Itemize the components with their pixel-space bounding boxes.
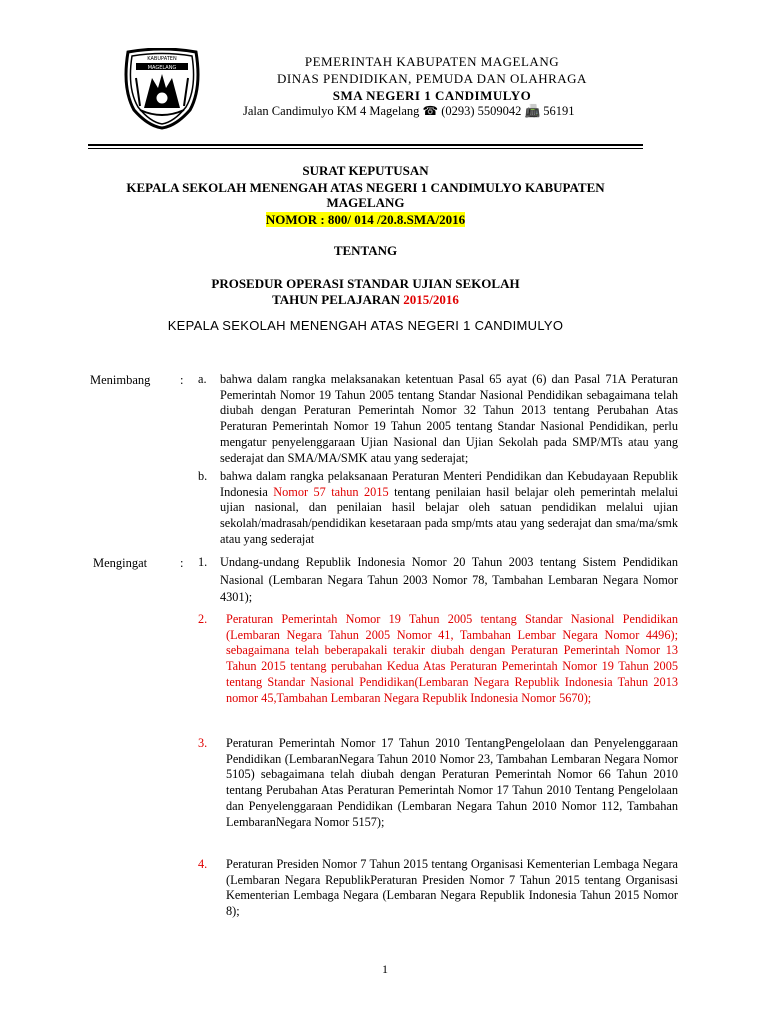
title-issuer-line1: KEPALA SEKOLAH MENENGAH ATAS NEGERI 1 CANDIMULYO KABUPATEN xyxy=(126,180,605,195)
mengingat-item-2 xyxy=(198,612,678,706)
decree-number-highlight: NOMOR : 800/ 014 /20.8.SMA/2016 xyxy=(265,212,466,227)
item-text: Peraturan Pemerintah Nomor 17 Tahun 2010 TentangPengelolaan dan Penyelenggaraan Pendidikan (LembaranNegara Tahun 2010 Nomor 23, Tambahan Lembaran Negara Nomor 5105) sebagaimana telah diubah dengan Peraturan Pemerintah Nomor 66 Tahun 2010 tentang Perubahan Atas Peraturan Pemerintah Nomor 17 Tahun 2010 Tentang Pengelolaan dan Penyelenggaraan Pendidikan (Lembaran Negara Tahun 2010 Nomor 112, Tambahan LembaranNegara Nomor 5157); xyxy=(226,736,678,829)
subject-line2 xyxy=(88,292,643,308)
subject-year: 2015/2016 xyxy=(403,292,459,307)
item-text-part: tentang penilaian hasil belajar oleh pemerintah melalui ujian nasional, dan penilaian hasil belajar oleh satuan pendidikan melalui ujian sekolah/madrasah/pendidikan kesetaraan pada smp/mts atau yang sederajat dan sma/ma/smk atau yang sederajat xyxy=(220,484,678,546)
regency-emblem-logo xyxy=(118,48,206,130)
title-issuer-line2: MAGELANG xyxy=(326,195,405,210)
phone-number: (0293) 5509042 xyxy=(441,104,522,118)
mengingat-item-1 xyxy=(198,554,678,607)
issuer-statement: KEPALA SEKOLAH MENENGAH ATAS NEGERI 1 CANDIMULYO xyxy=(167,318,564,333)
item-text-part: bahwa dalam rangka pelaksanaan Peraturan Menteri Pendidikan dan Kebudayaan Republik Indonesia xyxy=(220,469,678,499)
header-address xyxy=(243,103,663,119)
menimbang-colon: : xyxy=(180,373,184,387)
item-text: bahwa dalam rangka melaksanakan ketentuan Pasal 65 ayat (6) dan Pasal 71A Peraturan Pemerintah Nomor 19 Tahun 2005 tentang Standar Nasional Pendidikan sebagaimana telah diubah dengan Peraturan Pemerintah Nomor 32 Tahun 2013 tentang Perubahan Atas Peraturan Pemerintah Nomor 19 Tahun 2005 tentang Standar Nasional Pendidikan, perlu mengatur penyelenggaraan Ujian Nasional dan Ujian Sekolah pada SMP/MTs atau yang sederajat dan SMA/MA/SMK atau yang sederajat; xyxy=(220,372,678,465)
postal-code: 56191 xyxy=(543,104,575,118)
mengingat-item-3 xyxy=(198,736,678,830)
mengingat-item-4 xyxy=(198,857,678,920)
address-text: Jalan Candimulyo KM 4 Magelang xyxy=(243,104,420,118)
item-marker: b. xyxy=(198,469,208,483)
mengingat-colon: : xyxy=(180,556,184,570)
logo-text-banner: MAGELANG xyxy=(147,65,177,71)
item-marker: 1. xyxy=(198,555,208,569)
page-number: 1 xyxy=(382,962,388,976)
decree-number xyxy=(88,212,643,228)
logo-text-top: KABUPATEN xyxy=(147,56,177,62)
mengingat-label: Mengingat xyxy=(93,556,148,570)
header-school: SMA NEGERI 1 CANDIMULYO xyxy=(332,88,532,103)
header-government: PEMERINTAH KABUPATEN MAGELANG xyxy=(304,54,560,69)
item-marker: 4. xyxy=(198,857,208,871)
menimbang-item-a xyxy=(198,372,678,466)
title-decree: SURAT KEPUTUSAN xyxy=(302,163,429,178)
subject-line1: PROSEDUR OPERASI STANDAR UJIAN SEKOLAH xyxy=(211,276,520,291)
telephone-icon: ☎ xyxy=(422,104,439,118)
fax-icon: 📠 xyxy=(524,104,541,118)
menimbang-label: Menimbang xyxy=(90,373,151,387)
title-tentang: TENTANG xyxy=(333,243,398,258)
item-text xyxy=(220,469,678,548)
item-text-red: Nomor 57 tahun 2015 xyxy=(273,484,389,499)
item-marker: 2. xyxy=(198,612,208,626)
item-text: Peraturan Presiden Nomor 7 Tahun 2015 tentang Organisasi Kementerian Lembaga Negara (Lembaran Negara RepublikPeraturan Presiden Nomor 7 Tahun 2015 tentang Organisasi Kementerian Lembaga Negara (Lembaran Negara Republik Indonesia Tahun 2015 Nomor 8); xyxy=(226,857,678,919)
item-text: Undang-undang Republik Indonesia Nomor 20 Tahun 2003 tentang Sistem Pendidikan Nasional (Lembaran Negara Tahun 2003 Nomor 78, Tambahan Lembaran Negara Nomor 4301); xyxy=(220,555,678,604)
item-marker: a. xyxy=(198,372,207,386)
item-marker: 3. xyxy=(198,736,208,750)
header-department: DINAS PENDIDIKAN, PEMUDA DAN OLAHRAGA xyxy=(277,71,587,86)
subject-year-prefix: TAHUN PELAJARAN xyxy=(272,292,404,307)
letterhead-divider xyxy=(88,144,643,149)
item-text: Peraturan Pemerintah Nomor 19 Tahun 2005 tentang Standar Nasional Pendidikan (Lembaran Negara Tahun 2005 Nomor 41, Tambahan Lembar Negara Nomor 4496); sebagaimana telah beberapakali terakir diubah dengan Peraturan Pemerintah Nomor 13 Tahun 2015 tentang perubahan Kedua Atas Peraturan Pemerintah Nomor 19 Tahun 2005 tentang Standar Nasional Pendidikan(Lembaran Negara Republik Indonesia Tahun 2013 nomor 45,Tambahan Lembaran Negara Republik Indonesia Nomor 5670); xyxy=(226,612,678,705)
menimbang-item-b xyxy=(198,469,678,548)
